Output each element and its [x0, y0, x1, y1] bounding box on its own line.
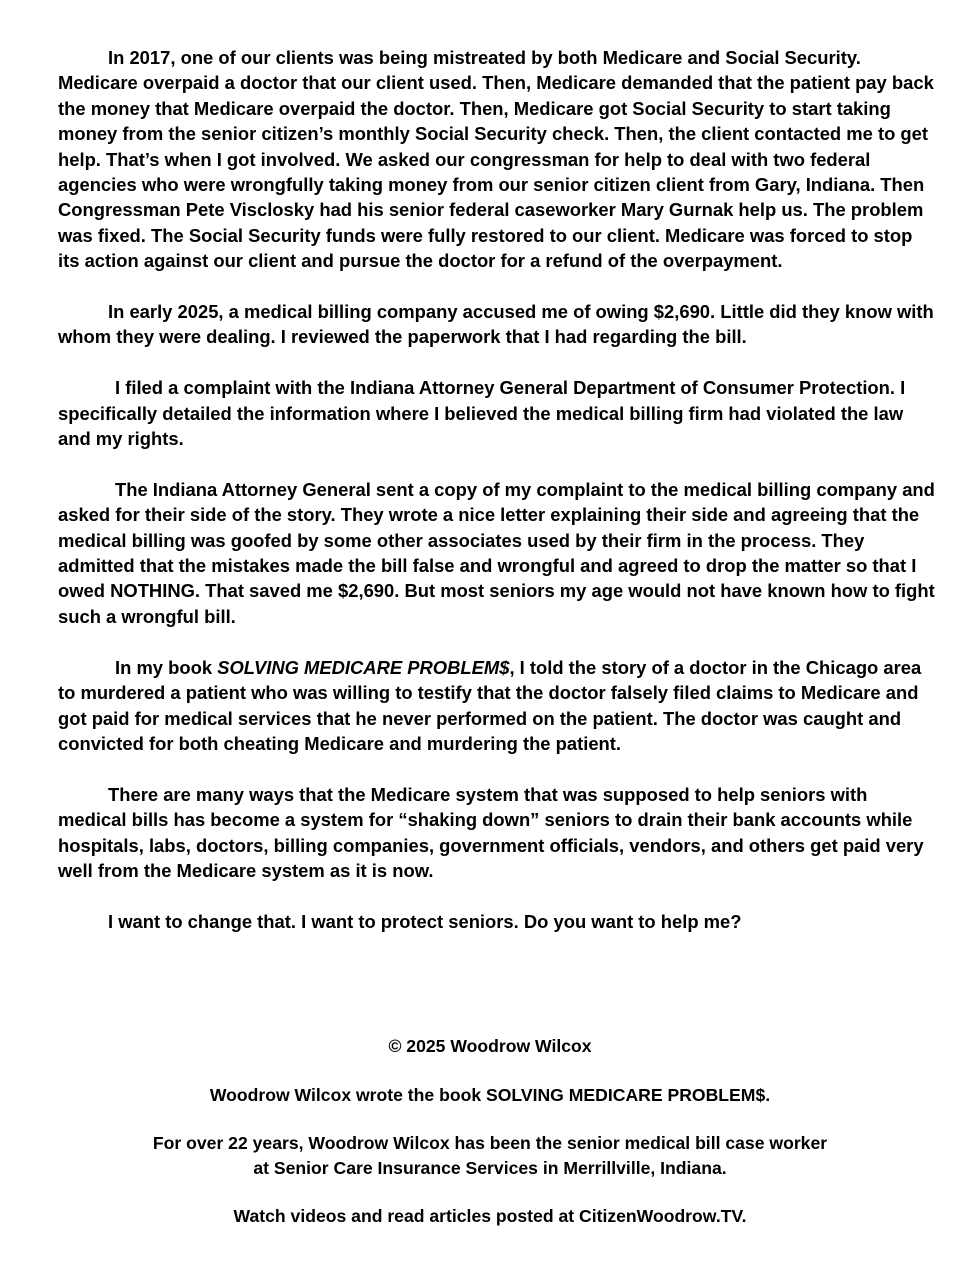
book-note: Woodrow Wilcox wrote the book SOLVING MEDICARE PROBLEM$.: [209, 1084, 771, 1105]
author-bio-line-1: For over 22 years, Woodrow Wilcox has been the senior medical bill case worker: [152, 1133, 828, 1154]
paragraph-2017-case: In 2017, one of our clients was being mistreated by both Medicare and Social Security. Medicare overpaid a doctor that our client used. Then, Medicare demanded that the patient pay back the money that Medicare overpaid the doctor. Then, Medicare got Social Security to start taking money from the senior citizen’s monthly Social Security check. Then, the client contacted me to get help. That’s when I got involved. We asked our congressman for help to deal with two federal agencies who were wrongfully taking money from our senior citizen client from Gary, Indiana. Then Congressman Pete Visclosky had his senior federal caseworker Mary Gurnak help us. The problem was fixed. The Social Security funds were fully restored to our client. Medicare was forced to stop its action against our client and pursue the doctor for a refund of the overpayment.: [58, 47, 934, 272]
copyright-notice: © 2025 Woodrow Wilcox: [388, 1036, 592, 1056]
book-title: SOLVING MEDICARE PROBLEM$: [217, 656, 510, 678]
author-footer: [0, 1034, 980, 1253]
website-note: Watch videos and read articles posted at CitizenWoodrow.TV.: [233, 1206, 747, 1227]
article-body: [58, 45, 938, 960]
paragraph-medicare-system: There are many ways that the Medicare system that was supposed to help seniors with medical bills has become a system for “shaking down” seniors to drain their bank accounts while hospitals, labs, doctors, billing companies, government officials, vendors, and others get paid very well from the Medicare system as it is now.: [58, 783, 924, 881]
paragraph-complaint: I filed a complaint with the Indiana Attorney General Department of Consumer Protection. I specifically detailed the information where I believed the medical billing firm had violated the law and my rights.: [58, 377, 906, 450]
paragraph-call-to-action: I want to change that. I want to protect seniors. Do you want to help me?: [108, 910, 742, 932]
paragraph-billing-accusation: In early 2025, a medical billing company accused me of owing $2,690. Little did they know with whom they were dealing. I reviewed the paperwork that I had regarding the bill.: [58, 301, 934, 348]
author-bio-line-2: at Senior Care Insurance Services in Merrillville, Indiana.: [253, 1157, 727, 1178]
book-paragraph-intro: In my book: [115, 656, 218, 678]
book-paragraph-rest: , I told the story of a doctor in the Chicago area to murdered a patient who was willing to testify that the doctor falsely filed claims to Medicare and got paid for medical services that he never performed on the patient. The doctor was caught and convicted for both cheating Medicare and murdering the patient.: [58, 656, 922, 754]
paragraph-attorney-general: The Indiana Attorney General sent a copy of my complaint to the medical billing company and asked for their side of the story. They wrote a nice letter explaining their side and agreeing that the medical billing was goofed by some other associates used by their firm in the process. They admitted that the mistakes made the bill false and wrongful and agreed to drop the matter so that I owed NOTHING. That saved me $2,690. But most seniors my age would not have known how to fight such a wrongful bill.: [58, 478, 935, 627]
author-bio: [0, 1131, 980, 1180]
paragraph-book-story: [58, 655, 938, 757]
